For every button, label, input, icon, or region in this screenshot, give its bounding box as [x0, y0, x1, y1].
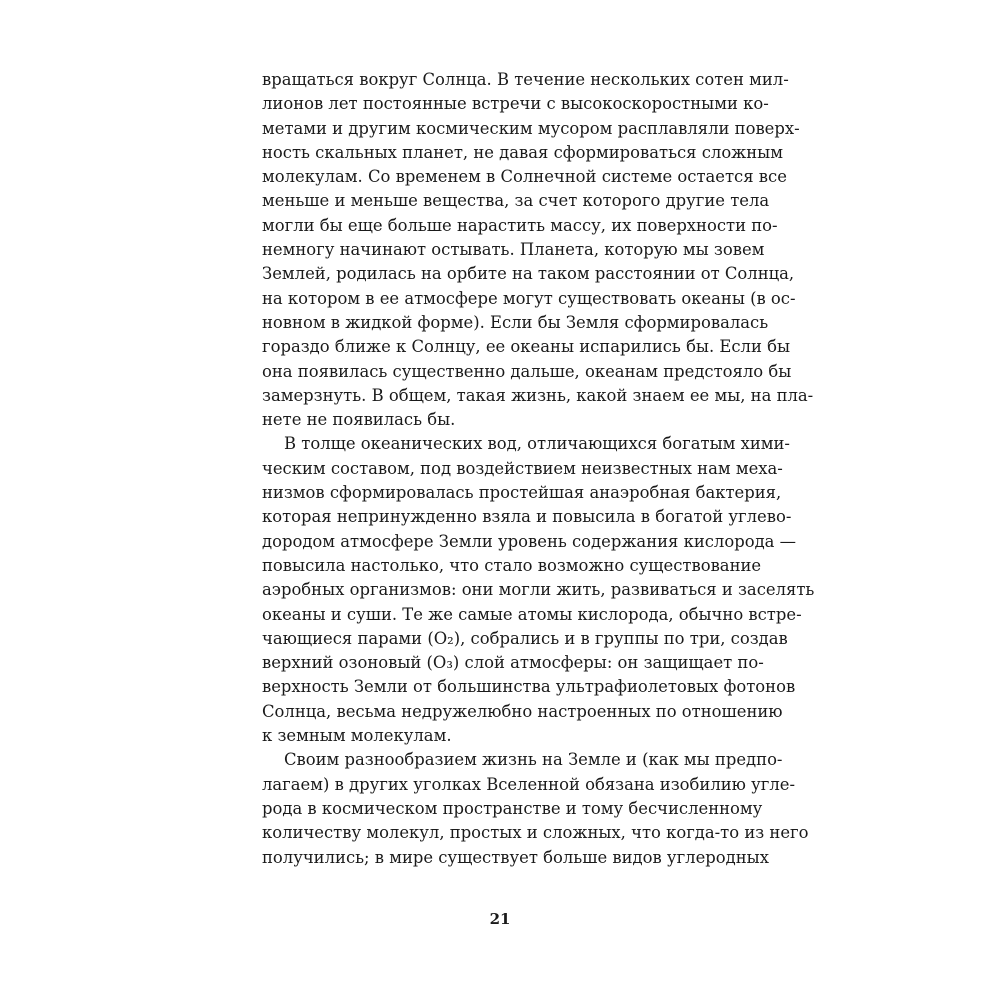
text-line: к земным молекулам. — [262, 726, 452, 746]
text-line: новном в жидкой форме). Если бы Земля сформировалась — [262, 312, 769, 332]
text-line: она появилась существенно дальше, океанам предстояло бы — [262, 361, 792, 381]
text-line: ность скальных планет, не давая сформироваться сложным — [262, 142, 783, 162]
text-line: низмов сформировалась простейшая анаэробная бактерия, — [262, 483, 782, 503]
text-line: могли бы еще больше нарастить массу, их поверхности по- — [262, 215, 778, 235]
text-line: повысила настолько, что стало возможно существование — [262, 555, 762, 575]
body-text — [262, 68, 815, 870]
text-line: океаны и суши. Те же самые атомы кислорода, обычно встре- — [262, 604, 802, 624]
text-line: вращаться вокруг Солнца. В течение нескольких сотен мил- — [262, 70, 789, 89]
text-line: верхний озоновый (O₃) слой атмосферы: он защищает по- — [262, 653, 764, 673]
text-line: количеству молекул, простых и сложных, что когда-то из него — [262, 823, 809, 843]
text-line: которая непринужденно взяла и повысила в богатой углево- — [262, 507, 792, 527]
text-line: Солнца, весьма недружелюбно настроенных по отношению — [262, 701, 783, 721]
text-line: дородом атмосфере Земли уровень содержания кислорода — — [262, 531, 797, 551]
text-line: нете не появилась бы. — [262, 410, 456, 430]
text-line: Землей, родилась на орбите на таком расстоянии от Солнца, — [262, 264, 795, 284]
text-line: меньше и меньше вещества, за счет которого другие тела — [262, 191, 770, 211]
text-line: рода в космическом пространстве и тому бесчисленному — [262, 798, 763, 818]
text-line: В толще океанических вод, отличающихся богатым хими- — [284, 434, 790, 454]
text-line: молекулам. Со временем в Солнечной системе остается все — [262, 167, 787, 187]
text-line: на котором в ее атмосфере могут существовать океаны (в ос- — [262, 288, 796, 308]
text-line: чающиеся парами (O₂), собрались и в группы по три, создав — [262, 628, 788, 648]
text-line: Своим разнообразием жизнь на Земле и (как мы предпо- — [284, 750, 783, 770]
text-line: верхность Земли от большинства ультрафиолетовых фотонов — [262, 677, 796, 697]
page-number: 21 — [489, 910, 511, 928]
text-line: аэробных организмов: они могли жить, развиваться и заселять — [262, 580, 815, 600]
text-line: метами и другим космическим мусором расплавляли поверх- — [262, 118, 800, 138]
text-line: немногу начинают остывать. Планета, которую мы зовем — [262, 240, 765, 260]
text-line: замерзнуть. В общем, такая жизнь, какой знаем ее мы, на пла- — [262, 385, 814, 405]
text-line: ческим составом, под воздействием неизвестных нам меха- — [262, 458, 783, 478]
text-line: гораздо ближе к Солнцу, ее океаны испарились бы. Если бы — [262, 337, 791, 357]
text-line: лагаем) в других уголках Вселенной обязана изобилию угле- — [262, 774, 796, 794]
text-line: лионов лет постоянные встречи с высокоскоростными ко- — [262, 94, 769, 114]
text-line: получились; в мире существует больше видов углеродных — [262, 847, 769, 867]
